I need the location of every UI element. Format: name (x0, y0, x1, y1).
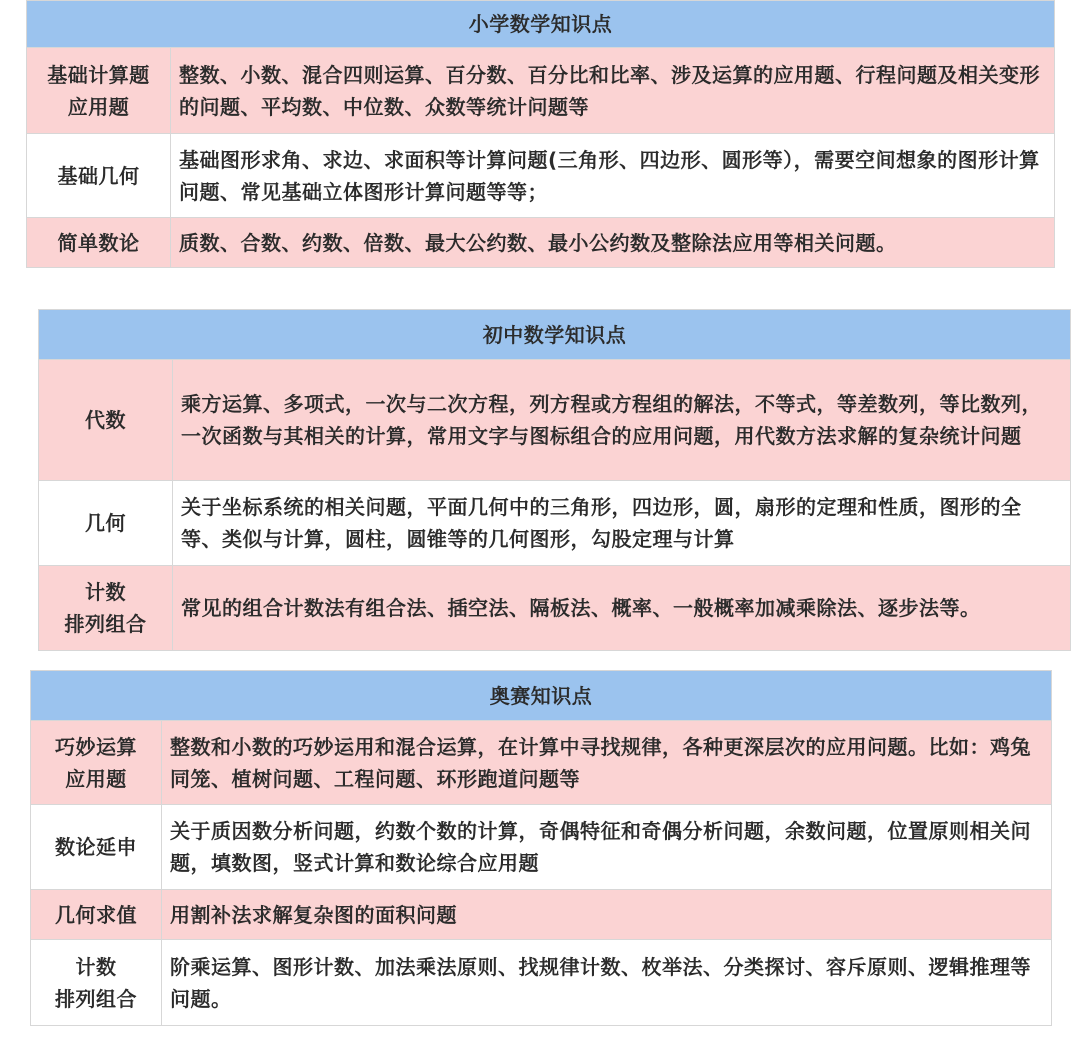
row-category: 几何 (39, 481, 173, 566)
row-content: 关于坐标系统的相关问题，平面几何中的三角形，四边形，圆，扇形的定理和性质，图形的全等、类似与计算，圆柱，圆锥等的几何图形，勾股定理与计算 (173, 481, 1071, 566)
primary-math-table (26, 0, 1055, 268)
row-category: 计数 排列组合 (31, 940, 162, 1026)
table-row (39, 481, 1071, 566)
table-title: 小学数学知识点 (27, 1, 1055, 48)
row-category: 几何求值 (31, 890, 162, 940)
row-category: 计数 排列组合 (39, 566, 173, 651)
row-category: 基础几何 (27, 134, 171, 218)
row-content: 整数和小数的巧妙运用和混合运算，在计算中寻找规律，各种更深层次的应用问题。比如：鸡兔同笼、植树问题、工程问题、环形跑道问题等 (162, 721, 1052, 805)
table-title: 初中数学知识点 (39, 310, 1071, 360)
table-title: 奥赛知识点 (31, 671, 1052, 721)
table-row (31, 805, 1052, 890)
table-row (27, 218, 1055, 268)
row-content: 乘方运算、多项式，一次与二次方程，列方程或方程组的解法，不等式，等差数列，等比数列，一次函数与其相关的计算，常用文字与图标组合的应用问题，用代数方法求解的复杂统计问题 (173, 360, 1071, 481)
row-category: 简单数论 (27, 218, 171, 268)
table-row (39, 566, 1071, 651)
row-content: 关于质因数分析问题，约数个数的计算，奇偶特征和奇偶分析问题，余数问题，位置原则相关问题，填数图，竖式计算和数论综合应用题 (162, 805, 1052, 890)
row-category: 代数 (39, 360, 173, 481)
row-content: 整数、小数、混合四则运算、百分数、百分比和比率、涉及运算的应用题、行程问题及相关变形的问题、平均数、中位数、众数等统计问题等 (171, 48, 1055, 134)
middle-school-math-table (38, 309, 1071, 651)
row-category: 基础计算题 应用题 (27, 48, 171, 134)
row-category: 巧妙运算 应用题 (31, 721, 162, 805)
olympiad-table (30, 670, 1052, 1026)
row-content: 阶乘运算、图形计数、加法乘法原则、找规律计数、枚举法、分类探讨、容斥原则、逻辑推理等问题。 (162, 940, 1052, 1026)
table-row (27, 134, 1055, 218)
row-category: 数论延申 (31, 805, 162, 890)
table-row (31, 721, 1052, 805)
row-content: 常见的组合计数法有组合法、插空法、隔板法、概率、一般概率加减乘除法、逐步法等。 (173, 566, 1071, 651)
row-content: 基础图形求角、求边、求面积等计算问题(三角形、四边形、圆形等），需要空间想象的图形计算问题、常见基础立体图形计算问题等等； (171, 134, 1055, 218)
row-content: 用割补法求解复杂图的面积问题 (162, 890, 1052, 940)
table-row (31, 940, 1052, 1026)
table-row (27, 48, 1055, 134)
table-row (39, 360, 1071, 481)
table-row (31, 890, 1052, 940)
row-content: 质数、合数、约数、倍数、最大公约数、最小公约数及整除法应用等相关问题。 (171, 218, 1055, 268)
